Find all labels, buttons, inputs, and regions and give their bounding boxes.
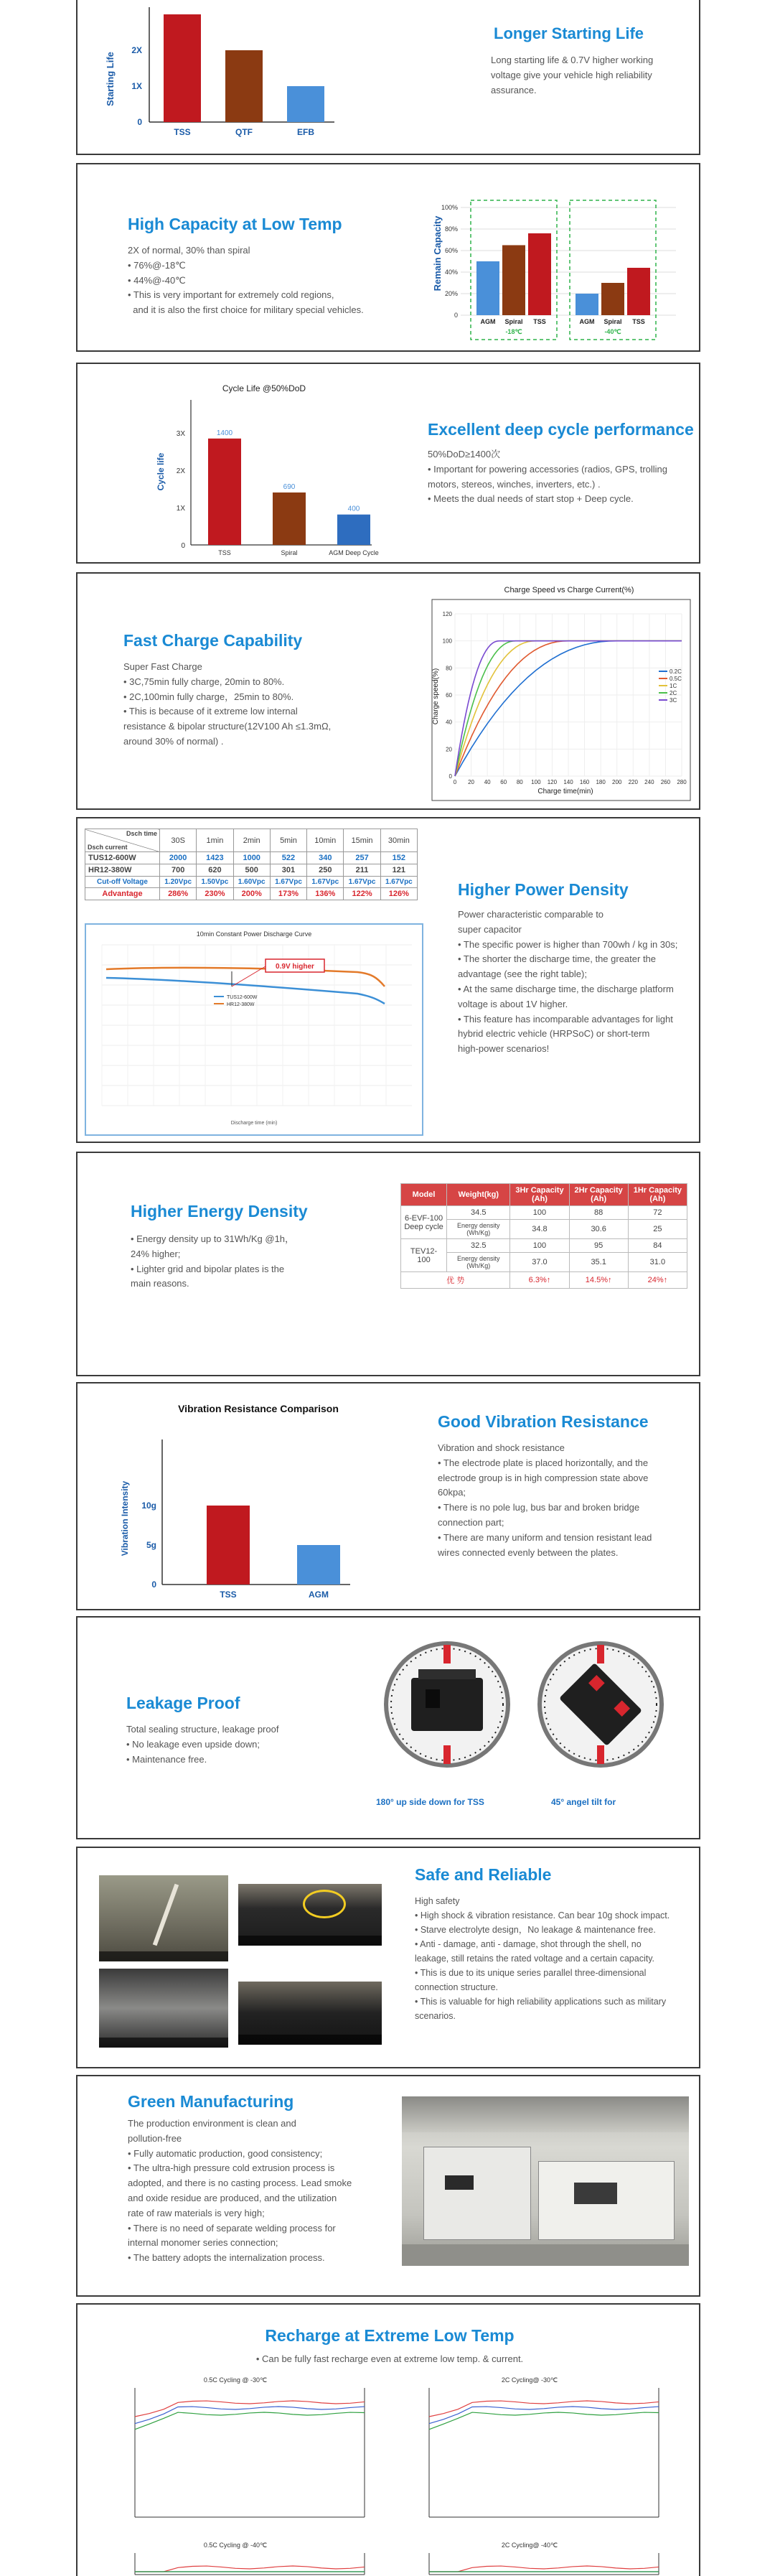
x-tick-label: Spiral [281,549,298,556]
section-title: Safe and Reliable [415,1865,552,1884]
bar [627,268,650,315]
section-energy-density [76,1152,700,1376]
y-tick-label: 2X [176,467,185,475]
low-temp-axis-label: Remain Capacity [432,215,443,291]
text-line: around 30% of normal) . [123,735,224,747]
y-tick-label: 0 [454,312,458,319]
text-line: • 2C,100min fully charge，25min to 80%. [123,691,294,702]
section-title: Fast Charge Capability [123,631,303,650]
section-text [458,907,700,1057]
text-line: internal monomer series connection; [128,2237,278,2249]
section-title: Higher Energy Density [131,1202,308,1221]
column-header: 30min [380,829,417,852]
text-line: • This feature has incomparable advantages for light [458,1013,673,1025]
series-line [135,2566,365,2572]
x-tick-label: TSS [174,127,191,137]
bar [601,283,624,315]
photo-tested-battery [238,1982,382,2045]
table-row: TEV12-100 32.5 100 95 84 [401,1239,687,1253]
column-header: 5min [270,829,306,852]
x-tick-label: 200 [612,779,622,785]
column-header: 2min [233,829,270,852]
column-header: 3Hr Capacity (Ah) [510,1184,569,1206]
photo-factory-line [402,2096,689,2266]
section-title: Leakage Proof [126,1694,240,1712]
y-tick-label: 5g [146,1540,156,1550]
section-deep-cycle [76,363,700,564]
bar [208,439,241,545]
text-line: Super Fast Charge [123,661,202,672]
text-line: • The battery adopts the internalization process. [128,2252,325,2264]
y-tick-label: 60% [444,247,458,254]
legend-label: TUS12-600W [227,995,258,1000]
column-header: Model [401,1184,447,1206]
table-row: 6-EVF-100 Deep cycle 34.5 100 88 72 [401,1206,687,1220]
text-line: Power characteristic comparable to [458,909,604,920]
section-text [126,1722,356,1767]
section-starting-life [76,0,700,155]
x-tick-label: AGM [579,318,595,325]
text-line: Total sealing structure, leakage proof [126,1724,279,1735]
text-line: • No leakage even upside down; [126,1738,260,1750]
x-tick-label: QTF [235,127,253,137]
chart-title: Cycle Life @50%DoD [222,383,306,393]
text-line: • 3C,75min fully charge, 20min to 80%. [123,676,285,687]
x-tick-label: AGM Deep Cycle [329,549,379,556]
chart-title: 0.5C Cycling @ -30℃ [203,2376,268,2384]
x-tick-label: Spiral [504,318,523,325]
text-line: Vibration and shock resistance [438,1442,565,1453]
y-tick-label: 2X [131,45,142,55]
text-line: advantage (see the right table); [458,969,587,980]
text-line: connection part; [438,1516,504,1528]
chart-title: 10min Constant Power Discharge Curve [196,930,312,938]
legend-label: 0.5C [670,676,682,682]
group-label: -40℃ [604,328,621,335]
bar [337,515,370,545]
vibration-axis-label: Vibration Intensity [120,1480,130,1557]
photo-damaged-battery [99,1969,228,2048]
text-line: 2X of normal, 30% than spiral [128,245,250,256]
chart-title: Charge Speed vs Charge Current(%) [504,586,634,594]
dial-tilt-image [532,1636,669,1780]
section-safe [76,1847,700,2068]
text-line: • There is no need of separate welding process for [128,2222,336,2234]
series-line [135,2407,365,2424]
x-tick-label: 140 [563,779,573,785]
text-line: • Meets the dual needs of start stop + Deep cycle. [428,493,634,505]
section-text [415,1894,695,2023]
y-tick-label: 0 [448,773,452,780]
text-line: • This is very important for extremely cold regions, [128,289,334,301]
table-row: 优 势 6.3%↑ 14.5%↑ 24%↑ [401,1272,687,1289]
cycle-life-chart [142,371,386,558]
dial-upside-down-image [379,1636,515,1780]
text-line: • Starve electrolyte design，No leakage & maintenance free. [415,1925,656,1935]
legend-label: 2C [670,690,677,696]
starting-life-axis-label: Starting Life [105,52,116,106]
x-tick-label: 60 [500,779,507,785]
recharge-chart-4 [400,2539,687,2576]
bar [287,86,324,122]
section-title: Green Manufacturing [128,2092,294,2111]
column-header: 10min [307,829,344,852]
y-tick-label: 0 [137,117,142,127]
y-tick-label: 0 [151,1579,156,1590]
text-line: 60kpa; [438,1487,466,1498]
y-tick-label: 80 [446,665,452,672]
y-tick-label: 20 [446,746,452,753]
x-tick-label: 220 [628,779,638,785]
x-tick-label: 80 [516,779,523,785]
y-tick-label: 60 [446,692,452,699]
section-leakage [76,1616,700,1839]
group-label: -18℃ [505,328,522,335]
x-tick-label: 20 [468,779,475,785]
bar [476,261,499,315]
y-tick-label: 100% [441,204,458,211]
photo-shot-battery [238,1884,382,1946]
text-line: scenarios. [415,2011,456,2021]
y-tick-label: 0 [181,542,185,550]
starting-life-chart [98,0,342,152]
column-header: 1Hr Capacity (Ah) [628,1184,687,1206]
text-line: • There are many uniform and tension resistant lead [438,1531,652,1543]
text-line: • Maintenance free. [126,1753,207,1765]
text-line: leakage, still retains the rated voltage and a certain capacity. [415,1954,654,1964]
bar [207,1506,250,1585]
text-line: and it is also the first choice for military special vehicles. [128,304,364,316]
x-tick-label: 180 [596,779,606,785]
column-header: 2Hr Capacity (Ah) [569,1184,628,1206]
series-line [135,2412,365,2430]
text-line: • The shorter the discharge time, the greater the [458,953,657,965]
y-tick-label: 40% [444,269,458,276]
bar [273,493,306,545]
section-subtitle: • Can be fully fast recharge even at extreme low temp. & current. [255,2353,524,2364]
y-tick-label: 20% [444,290,458,297]
text-line: high-power scenarios! [458,1043,550,1055]
chart-title: 0.5C Cycling @ -40℃ [203,2542,268,2549]
x-axis-label: Charge time(min) [537,788,593,795]
vibration-chart [106,1396,393,1605]
section-text [128,243,443,318]
text-line: • Fully automatic production, good consistency; [128,2147,323,2159]
section-text [491,53,685,98]
section-low-temp [76,163,700,352]
text-line: • This is because of it extreme low internal [123,706,298,717]
chart-title: 2C Cycling@ -30℃ [501,2376,558,2384]
annotation: 0.9V higher [276,963,314,971]
y-tick-label: 120 [442,611,452,617]
table-row: HR12-380W 700 620 500 301 250 211 121 [85,864,418,877]
series-line [429,2566,659,2572]
y-tick-label: 10g [141,1501,156,1511]
chart-title: Vibration Resistance Comparison [178,1403,339,1414]
text-line: • The specific power is higher than 700wh / kg in 30s; [458,938,678,950]
text-line: resistance & bipolar structure(12V100 Ah ≤1.3mΩ, [123,721,332,732]
section-title: Good Vibration Resistance [438,1412,649,1431]
caption: 180° up side down for TSS [376,1797,484,1807]
x-tick-label: 100 [531,779,541,785]
bar [164,14,201,122]
data-label: 1400 [216,429,233,437]
data-label: 690 [283,482,296,491]
x-tick-label: Spiral [603,318,622,325]
y-axis-label: Charge speed(%) [432,668,440,725]
x-tick-label: 240 [644,779,654,785]
y-tick-label: 1X [176,505,185,513]
text-line: wires connected evenly between the plates. [438,1546,619,1558]
chart-title: 2C Cycling@ -40℃ [501,2542,558,2549]
x-tick-label: 160 [579,779,590,785]
photo-field-test [99,1875,228,1961]
table-corner: Dsch time Dsch current [85,829,160,852]
x-axis-label: Discharge time (min) [230,1121,278,1126]
legend-label: HR12-380W [227,1002,255,1007]
section-title: Recharge at Extreme Low Temp [265,2326,515,2345]
x-tick-label: AGM [309,1590,329,1600]
bar [528,233,551,315]
bullet: Long starting life & 0.7V higher working voltage give your vehicle high reliability assurance. [491,55,654,95]
x-tick-label: TSS [220,1590,237,1600]
text-line: electrode group is in high compression state above [438,1472,649,1483]
power-table [85,829,418,900]
x-tick-label: TSS [632,318,645,325]
recharge-chart-1 [106,2374,393,2539]
y-tick-label: 80% [444,225,458,233]
table-row: Energy density (Wh/Kg) 37.0 35.1 31.0 [401,1253,687,1272]
x-tick-label: 0 [453,779,457,785]
recharge-chart-3 [106,2539,393,2576]
series-line [429,2412,659,2430]
text-line: • At the same discharge time, the discharge platform [458,983,674,994]
section-vibration [76,1382,700,1610]
column-header: 15min [344,829,380,852]
column-header: 1min [197,829,233,852]
text-line: main reasons. [131,1278,189,1289]
y-tick-label: 40 [446,719,452,726]
bar [297,1545,340,1585]
section-text [131,1232,367,1292]
text-line: • The electrode plate is placed horizontally, and the [438,1457,649,1468]
text-line: • Anti - damage, anti - damage, shot through the shell, no [415,1939,642,1949]
legend-label: 0.2C [670,668,682,675]
text-line: • High shock & vibration resistance. Can bear 10g shock impact. [415,1910,670,1921]
x-tick-label: 280 [677,779,687,785]
text-line: The production environment is clean and [128,2118,296,2129]
bar [502,246,525,316]
caption: 45° angel tilt for [551,1797,616,1807]
text-line: • Energy density up to 31Wh/Kg @1h， [131,1233,295,1244]
x-tick-label: 260 [660,779,671,785]
section-title: Higher Power Density [458,880,629,899]
y-tick-label: 1X [131,81,142,91]
text-line: • Important for powering accessories (radios, GPS, trolling motors, stereos, winches, inverters, etc.) . [428,463,668,490]
recharge-chart-2 [400,2374,687,2539]
text-line: • 44%@-40℃ [128,274,186,286]
text-line: High safety [415,1896,460,1906]
column-header: 30S [160,829,197,852]
cycle-life-axis-label: Cycle life [156,452,166,491]
text-line: pollution-free [128,2132,182,2144]
text-line: hybrid electric vehicle (HRPSoC) or short-term [458,1028,650,1040]
section-text [128,2117,386,2266]
text-line: • 76%@-18℃ [128,259,186,271]
section-power-density [76,817,700,1143]
section-title: High Capacity at Low Temp [128,215,342,233]
section-title: Excellent deep cycle performance [428,420,694,439]
section-text [438,1441,696,1560]
section-title: Longer Starting Life [494,24,644,42]
text-line: connection structure. [415,1982,499,1992]
x-tick-label: 40 [484,779,491,785]
text-line: voltage is about 1V higher. [458,998,568,1009]
x-tick-label: TSS [533,318,546,325]
y-tick-label: 3X [176,430,185,438]
x-tick-label: EFB [297,127,314,137]
charge-speed-chart [422,578,695,805]
low-temp-chart [425,174,690,347]
text-line: 24% higher; [131,1248,181,1259]
text-line: rate of raw materials is very high; [128,2207,265,2218]
section-green [76,2075,700,2297]
legend-label: 1C [670,683,677,689]
text-line: • This is valuable for high reliability applications such as military [415,1997,667,2007]
data-label: 400 [347,505,360,513]
table-row: Advantage 286% 230% 200% 173% 136% 122% 126% [85,888,418,900]
discharge-curve-chart [85,923,423,1136]
table-row: TUS12-600W 2000 1423 1000 522 340 257 152 [85,852,418,864]
text-line: and oxide residue are produced, and the utilization [128,2192,337,2203]
text-line: • The ultra-high pressure cold extrusion process is [128,2162,335,2174]
text-line: super capacitor [458,923,522,935]
y-tick-label: 100 [442,638,452,645]
table-row: Cut-off Voltage 1.20Vpc 1.50Vpc 1.60Vpc 1.67Vpc 1.67Vpc 1.67Vpc 1.67Vpc [85,877,418,888]
column-header: Weight(kg) [447,1184,510,1206]
legend-label: 3C [670,697,677,704]
bar [576,294,598,315]
text-line: 50%DoD≥1400次 [428,449,501,459]
section-recharge-low-temp [76,2303,700,2576]
section-text [123,660,396,750]
text-line: • There is no pole lug, bus bar and broken bridge [438,1502,640,1513]
x-tick-label: 120 [547,779,558,785]
section-text [428,447,693,507]
text-line: • Lighter grid and bipolar plates is the [131,1263,285,1274]
text-line: • This is due to its unique series parallel three-dimensional [415,1968,647,1978]
x-tick-label: AGM [480,318,496,325]
text-line: adopted, and there is no casting process. Lead smoke [128,2178,352,2189]
bar [225,50,263,122]
energy-table [400,1183,687,1289]
series-line [429,2407,659,2424]
table-row: Energy density (Wh/Kg) 34.8 30.6 25 [401,1220,687,1239]
x-tick-label: TSS [218,549,231,556]
section-fast-charge [76,572,700,810]
